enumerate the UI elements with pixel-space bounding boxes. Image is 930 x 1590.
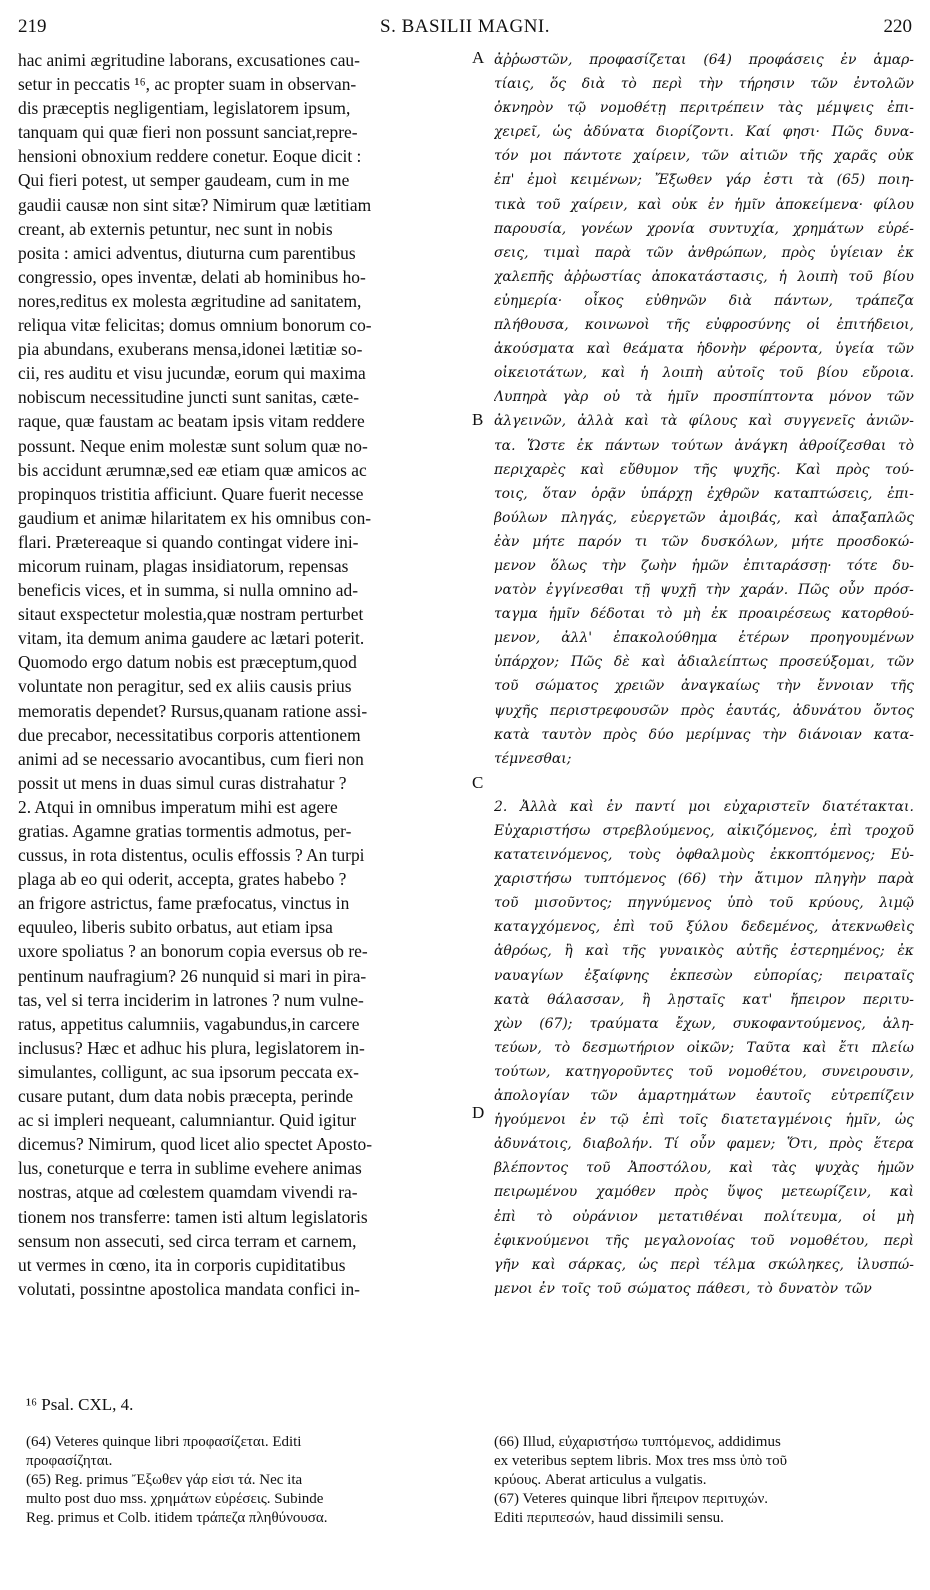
latin-line: hensioni obnoxium reddere conetur. Eoque dicit : (18, 146, 362, 167)
greek-line: ἐπὶ τὸ οὐράνιον μετατιθέναι πολίτευμα, οἱ μὴ (494, 1208, 914, 1225)
greek-line: σεις, τιμαὶ παρὰ τῶν ἀνθρώπων, πρὸς ὑγίειαν ἐκ (494, 244, 914, 261)
greek-line: περιχαρὲς καὶ εὔθυμον τῆς ψυχῆς. Καὶ πρὸς τού- (494, 461, 914, 478)
note-line: Reg. primus et Colb. itidem τράπεζα πληθύνουσα. (26, 1510, 328, 1526)
latin-line: nobiscum necessitudine juncti sunt sanitas, cæte- (18, 387, 359, 408)
latin-line: setur in peccatis ¹⁶, ac propter suam in observan- (18, 74, 357, 95)
note-line: (65) Reg. primus Ἔξωθεν γάρ εἰσι τά. Nec ita (26, 1472, 303, 1488)
latin-line: tionem nos transferre: tamen isti altum legislatoris (18, 1206, 368, 1227)
greek-line: χαριστήσω τυπτόμενος (66) τὴν ἄτιμον πληγὴν παρὰ (494, 871, 914, 888)
greek-line: ἡγούμενοι ἐν τῷ ἐπὶ τοῖς διατεταγμένοις ἡμῖν, ὡς (494, 1112, 914, 1129)
greek-line: ἐφικνούμενοι τῆς μεγαλονοίας τοῦ νομοθέτου, περὶ (494, 1232, 914, 1249)
margin-marker-a: A (472, 48, 485, 67)
latin-line: due precabor, necessitatibus corporis attentionem (18, 724, 361, 745)
latin-line: uxore spoliatus ? an bonorum copia eversus ob re- (18, 941, 368, 962)
greek-line: βλέποντος τοῦ Ἀποστόλου, καὶ τὰς ψυχὰς ἡμῶν (494, 1160, 914, 1177)
greek-line: τίαις, ὅς διὰ τὸ περὶ τὴν τήρησιν τῶν ἐντολῶν (494, 76, 914, 93)
latin-line: ac si impleri nequeant, calumniantur. Quid igitur (18, 1110, 357, 1131)
greek-line: ἀῤῥωστῶν, προφασίζεται (64) προφάσεις ἐν ἁμαρ- (494, 52, 914, 68)
note-line: (67) Veteres quinque libri ἤπειρον περιτυχών. (494, 1491, 769, 1507)
latin-line: an frigore astrictus, fame præfocatus, vinctus in (18, 893, 350, 914)
latin-line: reliqua vitæ felicitas; domus omnium bonorum co- (18, 315, 372, 336)
latin-line: Qui fieri potest, ut semper gaudeam, cum in me (18, 170, 350, 191)
greek-line: ἀδυνάτοις, διαβολήν. Τί οὖν φαμεν; Ὅτι, πρὸς ἕτερα (494, 1136, 914, 1153)
latin-line: micorum ruinam, plagas insidiatorum, repensas (18, 555, 349, 576)
latin-line: possunt. Neque enim molestæ sunt solum quæ no- (18, 435, 368, 456)
latin-line: plaga ab eo qui oderit, accepta, grates habebo ? (18, 869, 347, 890)
latin-line: inclusus? Hæc et adhuc his plura, legislatorem in- (18, 1037, 365, 1058)
latin-line: raque, quæ faustam ac beatam ipsis vitam reddere (18, 411, 365, 432)
note-line: (64) Veteres quinque libri προφασίζεται. Editi (26, 1434, 302, 1450)
greek-line: ἀλγεινῶν, ἀλλὰ καὶ τὰ φίλους καὶ συγγενεῖς ἀνιῶν- (494, 413, 914, 430)
latin-line: possit ut mens in duas simul curas distrahatur ? (18, 772, 347, 793)
variant-notes-right (494, 1433, 914, 1528)
latin-line: volutati, possintne apostolica mandata confici in- (18, 1278, 360, 1299)
latin-column (18, 48, 468, 1301)
latin-line: voluntate non peragitur, sed ex aliis causis prius (18, 676, 352, 697)
greek-line: κατὰ ταυτὸν πρὸς δύο μερίμνας τὴν διάνοιαν κατα- (494, 726, 914, 743)
greek-line: οἰκειοτάτων, καὶ ἡ λοιπὴ αὐτοῖς τοῦ βίου εὔροια. (494, 365, 914, 382)
greek-line: μενοι ἐν τοῖς τοῦ σώματος πάθεσι, τὸ δυνατὸν τῶν (494, 1280, 872, 1297)
latin-line: Quomodo ergo datum nobis est præceptum,quod (18, 652, 357, 673)
greek-line: μενον, ἀλλ' ἐπακολούθημα ἑτέρων προηγουμένων (494, 630, 914, 647)
greek-line: τοῦ μισοῦντος; πηγνύμενος ὑπὸ τοῦ κρύους, λιμῷ (494, 895, 914, 912)
latin-line: animi ad se necessario avocantibus, cum fieri non (18, 748, 364, 769)
latin-line: tas, vel si terra inciderim in latrones ? num vulne- (18, 989, 364, 1010)
greek-line: εὐημερία· οἶκος εὐθηνῶν διὰ πάντων, τράπεζα (494, 292, 914, 309)
greek-column (494, 48, 914, 1301)
latin-line: sensum non assecuti, sed circa terram et carnem, (18, 1230, 357, 1251)
greek-line: τέμνεσθαι; (494, 750, 572, 767)
greek-line: Λυπηρὰ γὰρ οὐ τὰ ἡμῖν προσπίπτοντα μόνον τῶν (494, 389, 914, 406)
greek-line: ὑπάρχον; Πῶς δὲ καὶ ἀδιαλείπτως προσεύξομαι, τῶν (494, 654, 914, 671)
note-line: multo post duo mss. χρημάτων εὑρέσεις. Subinde (26, 1491, 324, 1507)
latin-line: gaudium et animæ hilaritatem ex his omnibus con- (18, 507, 372, 528)
greek-line: ταγμα ἡμῖν δέδοται τὸ μὴ ἐκ προαιρέσεως κατορθού- (494, 606, 914, 623)
latin-line: nores,reditus ex molesta ægritudine ad sanitatem, (18, 290, 362, 311)
greek-line: τοις, ὅταν ὁρᾷν ὑπάρχῃ ἐχθρῶν καταπτώσεις, ἐπι- (494, 485, 914, 502)
note-line: προφασίζηται. (26, 1453, 113, 1469)
greek-line: τικὰ τοῦ χαίρειν, καὶ οὐκ ἐν ἡμῖν ἀποκείμενα· φίλου (494, 196, 914, 213)
greek-line: βούλων πληγάς, εὐεργετῶν ἀμοιβάς, καὶ ἁπαξαπλῶς (494, 509, 914, 526)
greek-line: κατὰ θάλασσαν, ἢ λῃσταῖς κατ' ἤπειρον περιτυ- (494, 991, 914, 1008)
latin-line: cussus, in rota distentus, oculis effossis ? An turpi (18, 845, 365, 866)
greek-line: γῆν καὶ σάρκας, ὡς περὶ τέλμα σκώληκες, ἰλυσπώ- (494, 1256, 914, 1273)
greek-line: πειρωμένου χαμόθεν πρὸς ὕψος μετεωρίζειν, καὶ (494, 1184, 914, 1201)
latin-line: lus, coneturque e terra in sublime evehere animas (18, 1158, 362, 1179)
latin-line: creant, ab externis petuntur, nec sunt in nobis (18, 218, 333, 239)
latin-line: gaudii causæ non sint sitæ? Nimirum quæ lætitiam (18, 194, 372, 215)
greek-line: τα. Ὥστε ἐκ πάντων τούτων ἀνάγκη ἀθροίζεσθαι τὸ (494, 437, 914, 454)
greek-line: χειρεῖ, ὡς ἀδύνατα διορίζοντι. Καί φησι· Πῶς δυνα- (494, 124, 914, 141)
greek-line: Εὐχαριστήσω στρεβλούμενος, αἰκιζόμενος, ἐπὶ τροχοῦ (494, 823, 914, 839)
latin-line: tanquam qui quæ fieri non possunt sanciat,repre- (18, 122, 358, 143)
greek-line: τούτων, κατηγοροῦντες τοῦ νομοθέτου, συνειρουσιν, (494, 1063, 914, 1080)
note-line: (66) Illud, εὐχαριστήσω τυπτόμενος, addidimus (494, 1434, 781, 1450)
greek-line: ὀκνηρὸν τῷ νομοθέτῃ περιτρέπειν τὰς μέμψεις ἐπι- (494, 100, 914, 117)
page-number-right: 220 (883, 16, 912, 37)
greek-line: μενον ὅλως τὴν ζωὴν ἡμῶν ἐπιταράσσῃ· τότε δυ- (494, 557, 914, 574)
greek-line: καταγχόμενος, ἐπὶ τοῦ ξύλου δεδεμένος, ἀτεκνωθεὶς (494, 919, 914, 936)
latin-line: ratus, appetitus calumniis, vagabundus,in carcere (18, 1013, 360, 1034)
latin-line: hac animi ægritudine laborans, excusationes cau- (18, 50, 360, 70)
running-header (18, 16, 912, 42)
greek-line: 2. Ἀλλὰ καὶ ἐν παντί μοι εὐχαριστεῖν διατέτακται. (494, 798, 914, 815)
margin-marker-d: D (472, 1103, 485, 1122)
latin-line: flari. Prætereaque si quando contingat videre ini- (18, 531, 359, 552)
latin-line: nostras, atque ad cœlestem quamdam vivendi ra- (18, 1182, 358, 1203)
latin-line: cii, res auditu et visu jucundæ, eorum qui maxima (18, 363, 366, 384)
greek-line: πλήθουσα, κοινωνοὶ τῆς εὐφροσύνης οἱ ἐπιτήδειοι, (494, 317, 914, 334)
latin-line: dicemus? Nimirum, quod licet alio spectet Aposto- (18, 1134, 373, 1155)
latin-line: memoratis dependet? Rursus,quanam ratione assi- (18, 700, 368, 721)
latin-line: gratias. Agamne gratias tormentis admotus, per- (18, 821, 352, 841)
running-title: S. BASILII MAGNI. (380, 16, 550, 37)
variant-notes-left (26, 1433, 456, 1528)
latin-line: beneficis vices, et in summa, si nulla omnino ad- (18, 580, 359, 601)
greek-line: ἀθρόως, ἢ καὶ τῆς γυναικὸς αὐτῆς ἐστερημένος; ἐκ (494, 943, 914, 960)
footnote-16: ¹⁶ Psal. CXL, 4. (26, 1395, 134, 1414)
latin-line: pentinum naufragium? 26 nunquid si mari in pira- (18, 965, 367, 986)
greek-line: νατὸν ἐγγίνεσθαι τῇ ψυχῇ τὴν χαράν. Πῶς οὖν πρόσ- (494, 582, 914, 599)
greek-line: χὼν (67); τραύματα ἔχων, συκοφαντούμενος, ἀλη- (494, 1015, 914, 1032)
margin-marker-b: B (472, 410, 484, 429)
latin-line: simulantes, colligunt, ac sua ipsorum peccata ex- (18, 1061, 359, 1082)
latin-line: 2. Atqui in omnibus imperatum mihi est agere (18, 796, 338, 817)
greek-line: τοῦ σώματος χρειῶν ἀναγκαίως τὴν ἔννοιαν τῆς (494, 678, 914, 695)
latin-line: dis præceptis negligentiam, legislatorem ipsum, (18, 98, 351, 119)
greek-line: κατατεινόμενος, τοὺς ὀφθαλμοὺς ἐκκοπτόμενος; Εὐ- (494, 847, 914, 864)
latin-line: posita : amici adventus, diuturna cum parentibus (18, 242, 356, 263)
latin-line: vitam, ita demum anima gaudere ac lætari poterit. (18, 628, 365, 649)
note-line: κρύους. Aberat articulus a vulgatis. (494, 1472, 707, 1488)
latin-line: cusare putant, dum data nobis præcepta, perinde (18, 1086, 354, 1107)
latin-line: propinquos tristitia afficiunt. Quare fuerit necesse (18, 483, 364, 504)
latin-line: pia abundans, exuberans mensa,idonei lætitiæ so- (18, 339, 363, 360)
latin-line: ut vermes in cœno, ita in corporis cupiditatibus (18, 1254, 346, 1275)
greek-line: ἐὰν μήτε παρόν τι τῶν δυσκόλων, μήτε προσδοκώ- (494, 533, 914, 550)
latin-line: congressio, opes inventæ, delati ab hominibus ho- (18, 266, 366, 287)
page-number-left: 219 (18, 16, 47, 37)
note-line: ex veteribus septem libris. Mox tres mss ὑπὸ τοῦ (494, 1453, 788, 1469)
latin-line: bis accidunt ærumnæ,sed eæ etiam quæ amicos ac (18, 459, 367, 480)
latin-line: sitaut exspectetur molestia,quæ nostram perturbet (18, 604, 364, 625)
greek-line: χαλεπῆς ἀῤῥωστίας ἀποκατάστασις, ἡ λοιπὴ τοῦ βίου (494, 268, 914, 285)
note-line: Editi περιπεσών, haud dissimili sensu. (494, 1510, 724, 1526)
greek-line: ἐπ' ἐμοὶ κειμένων; Ἔξωθεν γάρ ἐστι τὰ (65) ποιη- (494, 172, 914, 189)
greek-line: παρουσία, γονέων χρονία συντυχία, χρημάτων εὑρέ- (494, 220, 914, 237)
greek-line: ἀκούσματα καὶ θεάματα ἡδονὴν φέροντα, ὑγεία τῶν (494, 341, 914, 358)
greek-line: ναυαγίων ἐξαίφνης ἐκπεσὼν εὐπορίας; πειραταῖς (494, 967, 914, 984)
greek-line (494, 771, 914, 795)
latin-line: equuleo, liberis subito orbatus, aut etiam ipsa (18, 917, 333, 938)
greek-line: τόν μοι πάντοτε χαίρειν, τῶν αἰτιῶν τῆς χαρᾶς οὐκ (494, 148, 914, 165)
margin-marker-c: C (472, 773, 484, 792)
greek-line: ἀπολογίαν τῶν ἁμαρτημάτων ἑαυτοῖς εὐτρεπίζειν (494, 1088, 914, 1105)
greek-line: τεύων, τὸ δεσμωτήριον οἰκῶν; Ταῦτα καὶ ἔτι πλείω (494, 1039, 914, 1056)
greek-line: ψυχῆς περιστρεφουσῶν πρὸς ἑαυτάς, ἀδυνάτου ὄντος (494, 702, 914, 719)
